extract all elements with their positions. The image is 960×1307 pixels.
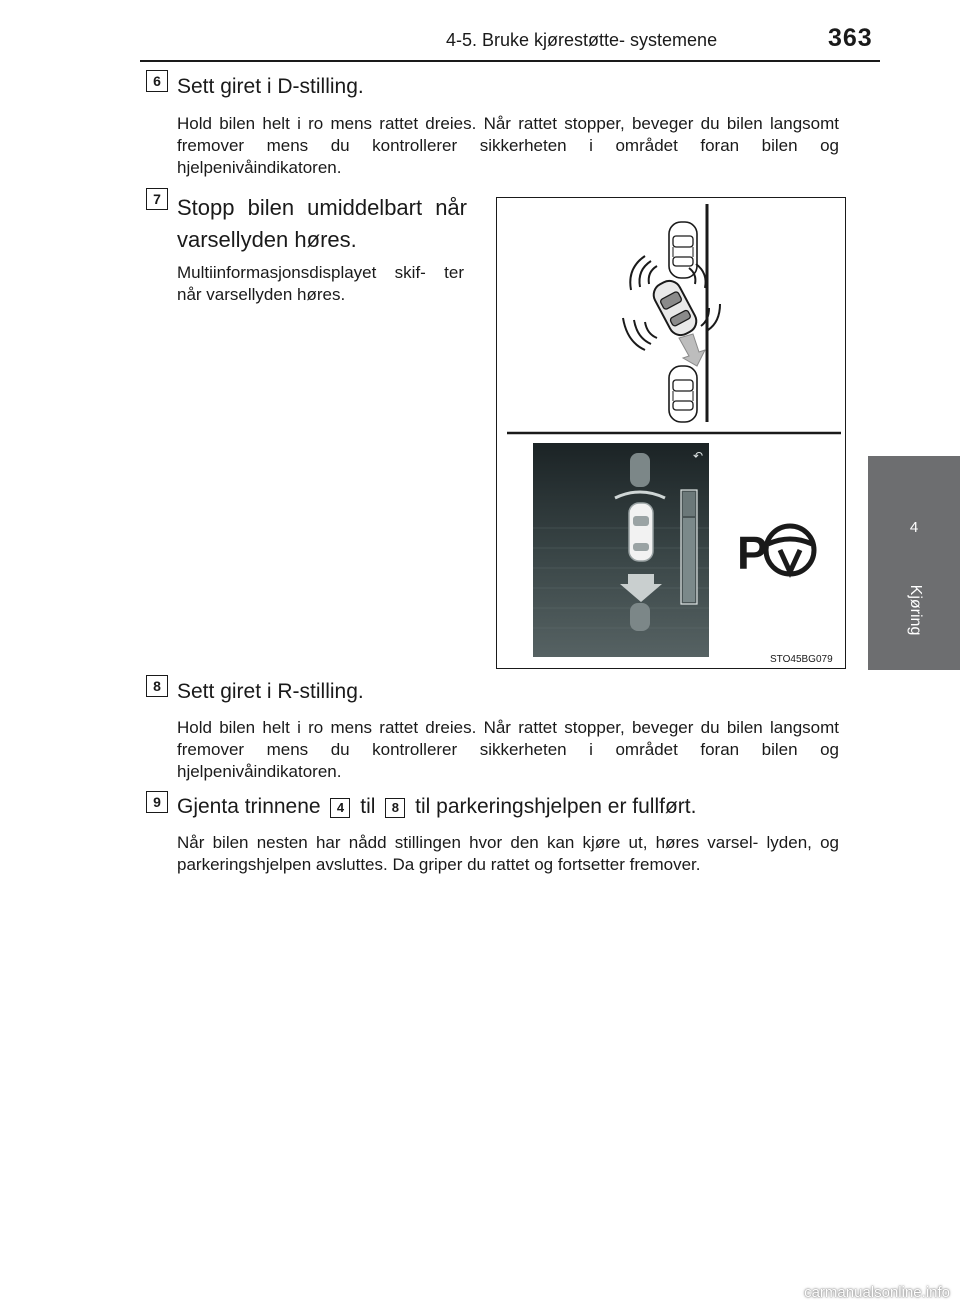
- figure-drawing: [497, 198, 845, 668]
- step-title-start: Gjenta trinnene: [177, 795, 321, 818]
- step-number-box: 8: [146, 675, 168, 697]
- svg-text:↶: ↶: [693, 449, 704, 463]
- header-divider: [140, 60, 880, 62]
- parking-indicator: P: [737, 527, 768, 579]
- step-title-end: til parkeringshjelpen er fullført.: [415, 795, 697, 818]
- step-number-box: 6: [146, 70, 168, 92]
- parked-car-rear: [669, 366, 697, 422]
- step-number-box: 7: [146, 188, 168, 210]
- section-title: 4-5. Bruke kjørestøtte- systemene: [446, 30, 718, 50]
- step-body: Hold bilen helt i ro mens rattet dreies. Når rattet stopper, beveger du bilen langsomt fremover mens du kontrollerer sikkerheten i området foran bilen og hjelpenivåindikatoren.: [177, 718, 839, 781]
- figure-code: STO45BG079: [770, 654, 833, 665]
- parked-car-front: [669, 222, 697, 278]
- steering-wheel-icon: [766, 526, 814, 574]
- parking-assist-illustration: [496, 197, 846, 669]
- watermark: carmanualsonline.info: [804, 1284, 950, 1301]
- step-reference: 4: [330, 798, 350, 818]
- step-title: Stopp bilen umiddelbart når varsellyden høres.: [177, 195, 467, 252]
- page-number: 363: [828, 24, 873, 52]
- step-body: Når bilen nesten har nådd stillingen hvor den kan kjøre ut, høres varsel- lyden, og parkeringshjelpen avsluttes. Da griper du rattet og fortsetter fremover.: [177, 833, 839, 874]
- step-title-middle: til: [360, 795, 376, 818]
- step-title: Sett giret i R-stilling.: [177, 680, 364, 703]
- chapter-number: 4: [909, 519, 919, 536]
- chapter-label: Kjøring: [907, 584, 924, 636]
- step-body: Hold bilen helt i ro mens rattet dreies. Når rattet stopper, beveger du bilen langsomt fremover mens du kontrollerer sikkerheten i området foran bilen og hjelpenivåindikatoren.: [177, 114, 839, 177]
- step-body: Multiinformasjonsdisplayet skif- ter når varsellyden høres.: [177, 263, 464, 304]
- step-title: [177, 794, 857, 820]
- step-reference: 8: [385, 798, 405, 818]
- own-car: [649, 277, 700, 340]
- step-number-box: 9: [146, 791, 168, 813]
- step-title: Sett giret i D-stilling.: [177, 75, 364, 98]
